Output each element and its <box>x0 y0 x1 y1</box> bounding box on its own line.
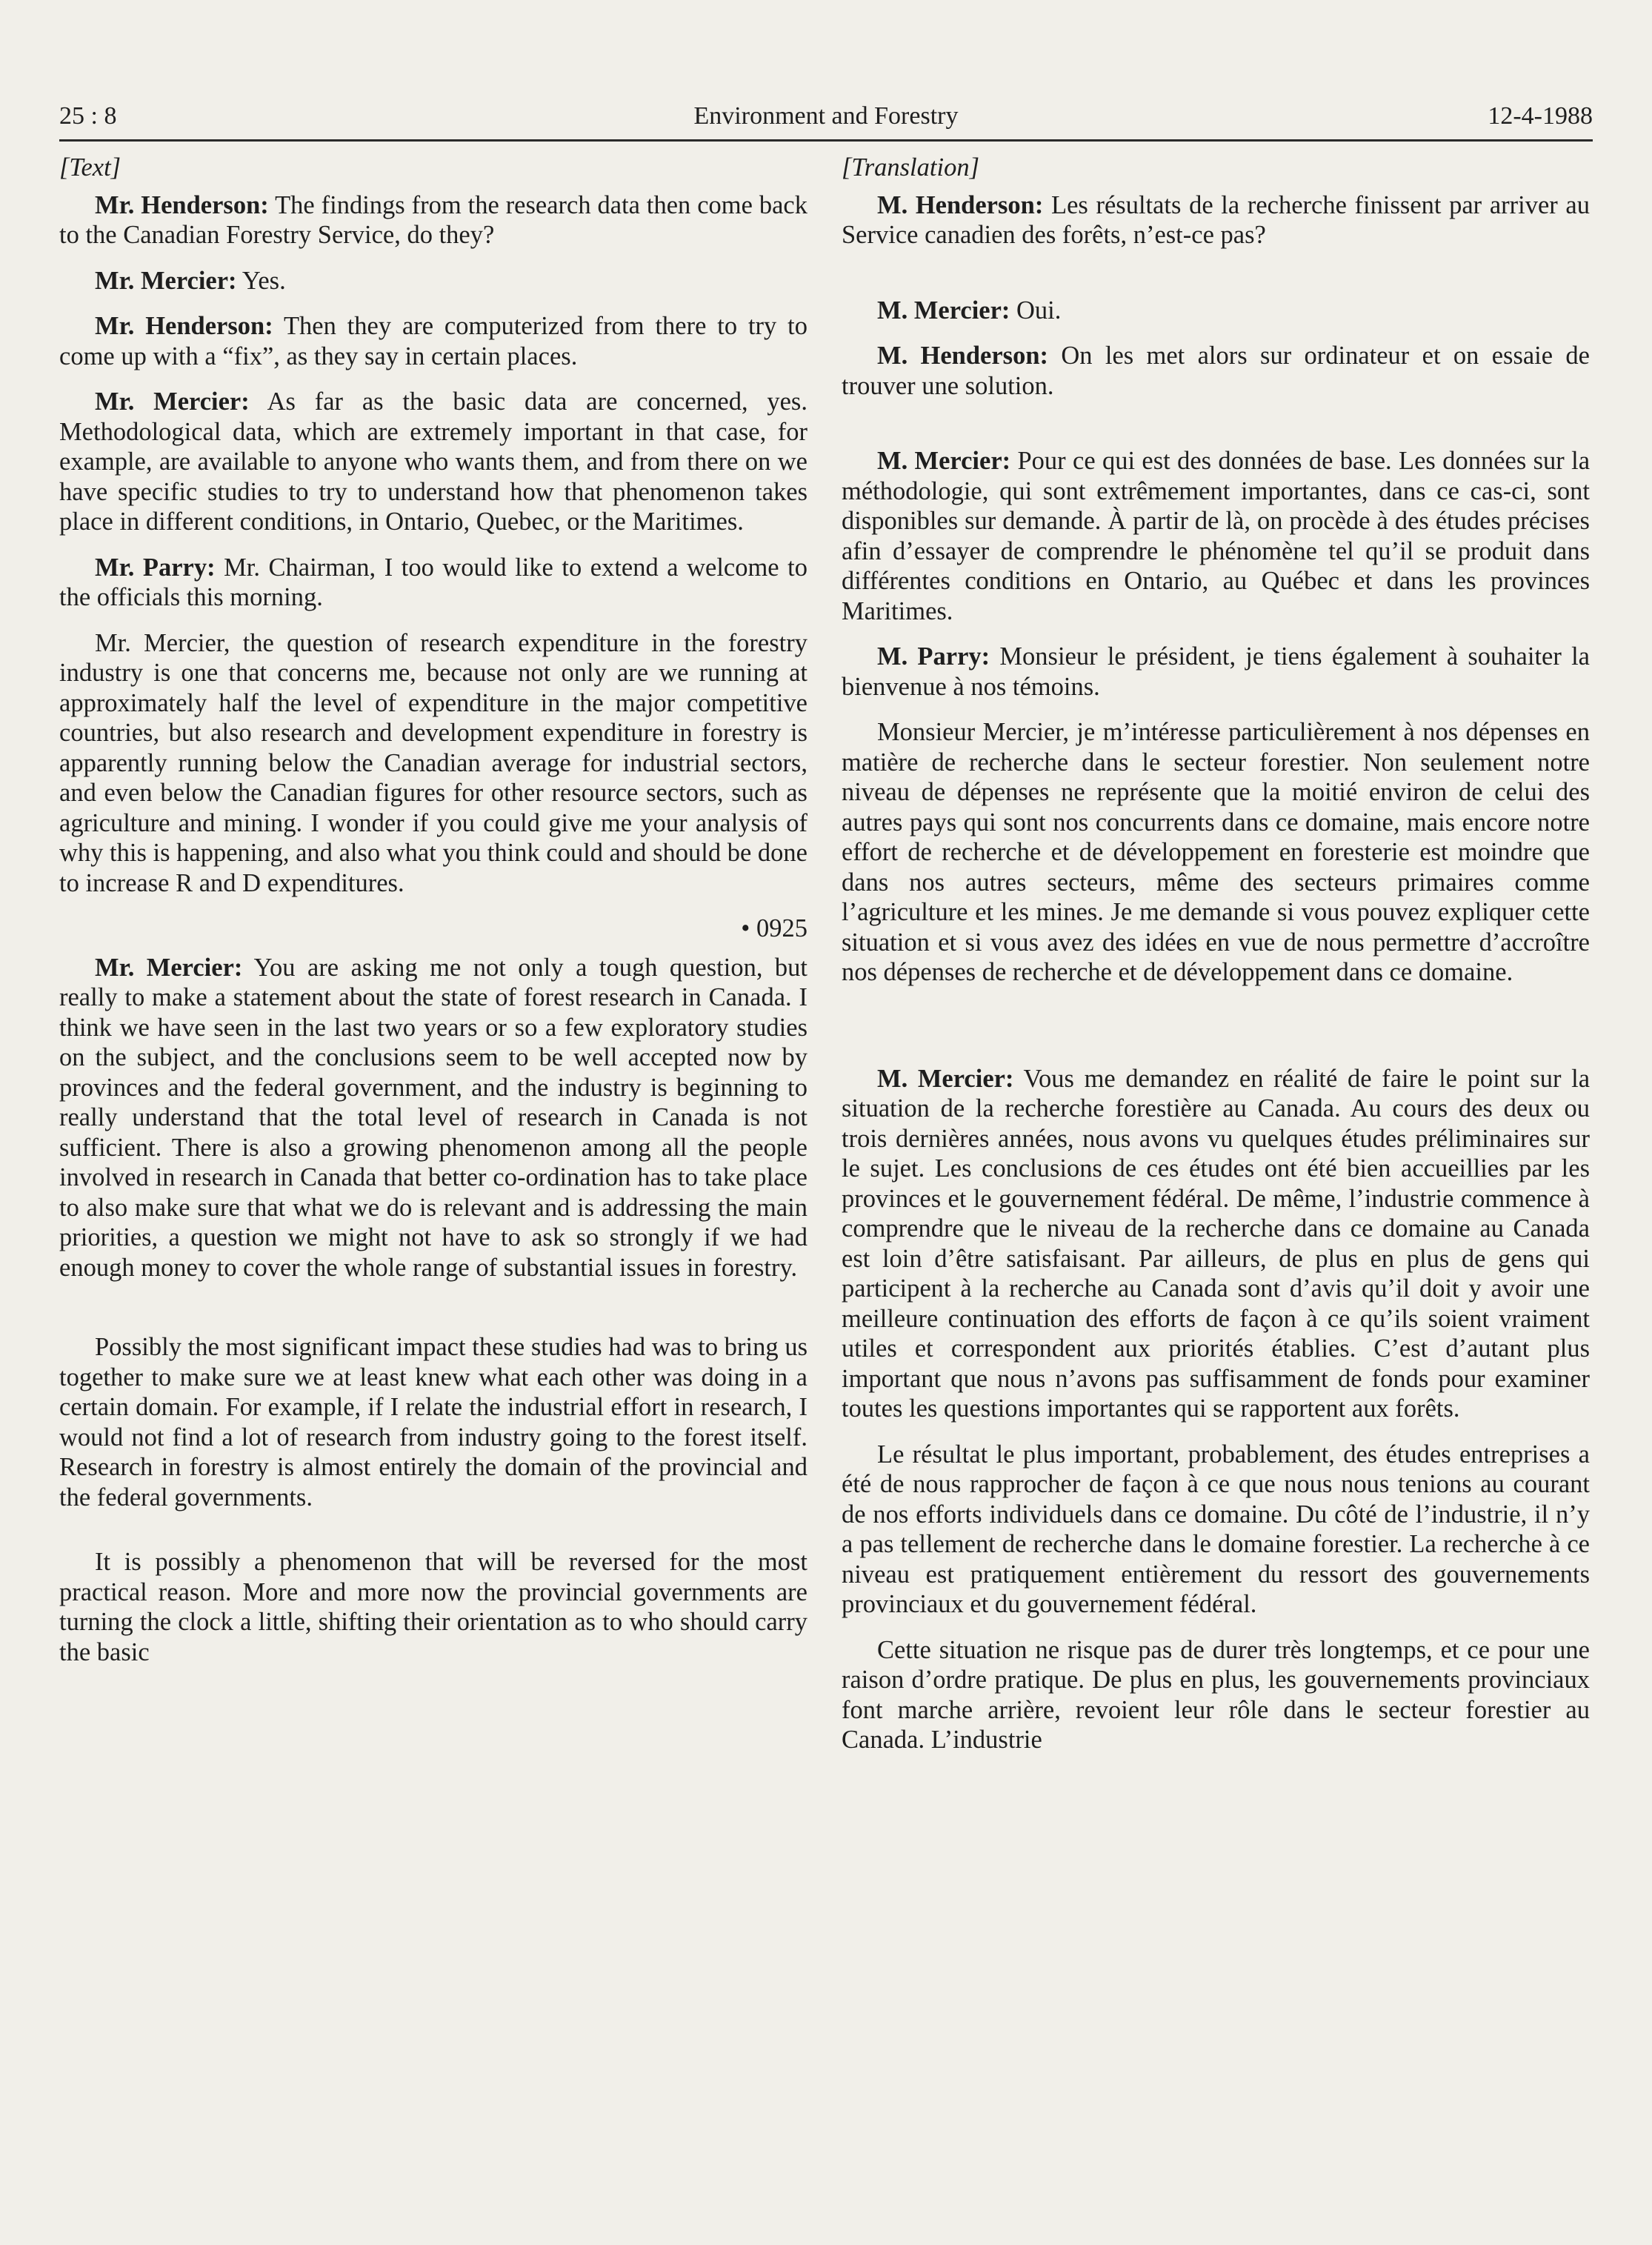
speaker-name: M. Henderson: <box>877 190 1044 219</box>
paragraph-text: As far as the basic data are concerned, yes. Methodological data, which are extremely important in that case, for example, are available to anyone who wants them, and from there on we have specific studies to try to understand how that phenomenon takes place in different conditions, in Ontario, Quebec, or the Maritimes. <box>59 388 807 536</box>
page-title: Environment and Forestry <box>693 102 959 130</box>
english-column <box>59 153 807 1683</box>
paragraph-text: The findings from the research data then come back to the Canadian Forestry Service, do they? <box>59 190 807 249</box>
speaker-name: M. Henderson: <box>877 342 1049 370</box>
speaker-name: Mr. Mercier: <box>95 953 243 982</box>
speaker-name: Mr. Henderson: <box>95 190 269 219</box>
paragraph <box>59 190 807 250</box>
paragraph <box>842 296 1590 326</box>
speaker-name: Mr. Henderson: <box>95 312 273 340</box>
column-gap <box>59 1298 807 1332</box>
paragraph: Monsieur Mercier, je m’intéresse particulièrement à nos dépenses en matière de recherche dans le secteur forestier. Non seulement notre niveau de dépenses ne représente que la moitié environ de celui des autres pays qui sont nos concurrents dans ce domaine, mais encore notre effort de recherche et de développement en foresterie est moindre que dans nos autres secteurs, même des secteurs primaires comme l’agriculture et les mines. Je me demande si vous pouvez expliquer cette situation et si vous avez des idées en vue de nous permettre d’accroître nos dépenses de recherche et de développement dans ce domaine. <box>842 718 1590 986</box>
column-gap <box>59 1528 807 1547</box>
paragraph-text: Vous me demandez en réalité de faire le point sur la situation de la recherche forestière au Canada. Au cours des deux ou trois dernières années, nous avons vu quelques études préliminaires sur le sujet. Les conclusions de ces études ont été bien accueillies par les provinces et le gouvernement fédéral. De même, l’industrie commence à comprendre que le niveau de la recherche dans ce domaine au Canada est loin d’être satisfaisant. Par ailleurs, de plus en plus de gens qui participent à la recherche au Canada sont d’avis qu’il doit y avoir une meilleure continuation des efforts de façon à ce qu’ils soient vraiment utiles et correspondent aux priorités établies. C’est d’autant plus important que nous n’avons pas suffisamment de fonds pour examiner toutes les questions importantes qui se rapportent aux forêts. <box>842 1064 1591 1423</box>
paragraph: Le résultat le plus important, probablement, des études entreprises a été de nous rapprocher de façon à ce que nous nous tenions au courant de nos efforts individuels dans ce domaine. Du côté de l’industrie, il n’y a pas tellement de recherche dans le domaine forestier. La recherche à ce niveau est pratiquement entièrement du ressort des gouvernements provinciaux et du gouvernement fédéral. <box>842 1440 1590 1618</box>
time-stamp: • 0925 <box>741 914 807 942</box>
paragraph <box>59 266 807 296</box>
paragraph <box>842 341 1590 401</box>
paragraph-text: Monsieur le président, je tiens également à souhaiter la bienvenue à nos témoins. <box>842 642 1590 701</box>
paragraph <box>842 1064 1590 1424</box>
column-gap <box>842 416 1590 446</box>
paragraph-text: Then they are computerized from there to try to come up with a “fix”, as they say in certain places. <box>59 312 807 370</box>
paragraph <box>59 953 807 1283</box>
header-rule <box>59 139 1593 142</box>
page-header <box>59 96 1593 136</box>
paragraph-text: Les résultats de la recherche finissent par arriver au Service canadien des forêts, n’est-ce pas? <box>842 190 1590 249</box>
paragraph <box>59 311 807 371</box>
speaker-name: M. Parry: <box>877 642 990 671</box>
speaker-name: M. Mercier: <box>877 447 1011 475</box>
column-gap <box>842 266 1590 296</box>
paragraph-text: Pour ce qui est des données de base. Les données sur la méthodologie, qui sont extrêmement importantes, dans ce cas-ci, sont disponibles sur demande. À partir de là, on procède à des études précises afin d’essayer de comprendre le phénomène tel qu’il se produit dans différentes conditions en Ontario, au Québec et dans les provinces Maritimes. <box>842 447 1591 625</box>
paragraph-text: On les met alors sur ordinateur et on essaie de trouver une solution. <box>842 342 1590 400</box>
paragraph <box>59 387 807 537</box>
paragraph: It is possibly a phenomenon that will be reversed for the most practical reason. More and more now the provincial governments are turning the clock a little, shifting their orientation as to who should carry the basic <box>59 1548 807 1666</box>
speaker-name: Mr. Mercier: <box>95 388 250 416</box>
speaker-name: M. Mercier: <box>877 1064 1014 1093</box>
paragraph: Possibly the most significant impact these studies had was to bring us together to make sure we at least knew what each other was doing in a certain domain. For example, if I relate the industrial effort in research, I would not find a lot of research from industry going to the forest itself. Research in forestry is almost entirely the domain of the provincial and the federal governments. <box>59 1333 807 1511</box>
column-gap <box>842 1003 1590 1064</box>
paragraph-text: Mr. Chairman, I too would like to extend a welcome to the officials this morning. <box>59 553 807 611</box>
page-number: 25 : 8 <box>59 102 117 130</box>
page-date: 12-4-1988 <box>1488 102 1593 130</box>
paragraph <box>842 446 1590 626</box>
paragraph <box>842 190 1590 250</box>
paragraph <box>59 553 807 613</box>
speaker-name: Mr. Parry: <box>95 553 216 582</box>
paragraph-text: Oui. <box>1010 296 1062 325</box>
speaker-name: Mr. Mercier: <box>95 266 237 295</box>
paragraph: Mr. Mercier, the question of research expenditure in the forestry industry is one that concerns me, because not only are we running at approximately half the level of expenditure in the major competitive countries, but also research and development expenditure in forestry is apparently running below the Canadian average for industrial sectors, and even below the Canadian figures for other resource sectors, such as agriculture and mining. I wonder if you could give me your analysis of why this is happening, and also what you think could and should be done to increase R and D expenditures. <box>59 628 807 897</box>
paragraph: Cette situation ne risque pas de durer très longtemps, et ce pour une raison d’ordre pratique. De plus en plus, les gouvernements provinciaux font marche arrière, revoient leur rôle dans le secteur forestier au Canada. L’industrie <box>842 1635 1590 1754</box>
paragraph <box>842 642 1590 702</box>
paragraph-text: Yes. <box>236 266 286 295</box>
language-label: [Translation] <box>842 153 979 182</box>
language-label: [Text] <box>59 153 121 182</box>
french-column <box>842 153 1590 1771</box>
paragraph-text: You are asking me not only a tough question, but really to make a statement about the state of forest research in Canada. I think we have seen in the last two years or so a few exploratory studies on the subject, and the conclusions seem to be well accepted now by provinces and the federal government, and the industry is beginning to really understand that the total level of research in Canada is not sufficient. There is also a growing phenomenon among all the people involved in research in Canada that better co-ordination has to take place to also make sure that what we do is relevant and is addressing the main priorities, a question we might not have to ask so strongly if we had enough money to cover the whole range of substantial issues in forestry. <box>59 953 807 1282</box>
speaker-name: M. Mercier: <box>877 296 1010 325</box>
